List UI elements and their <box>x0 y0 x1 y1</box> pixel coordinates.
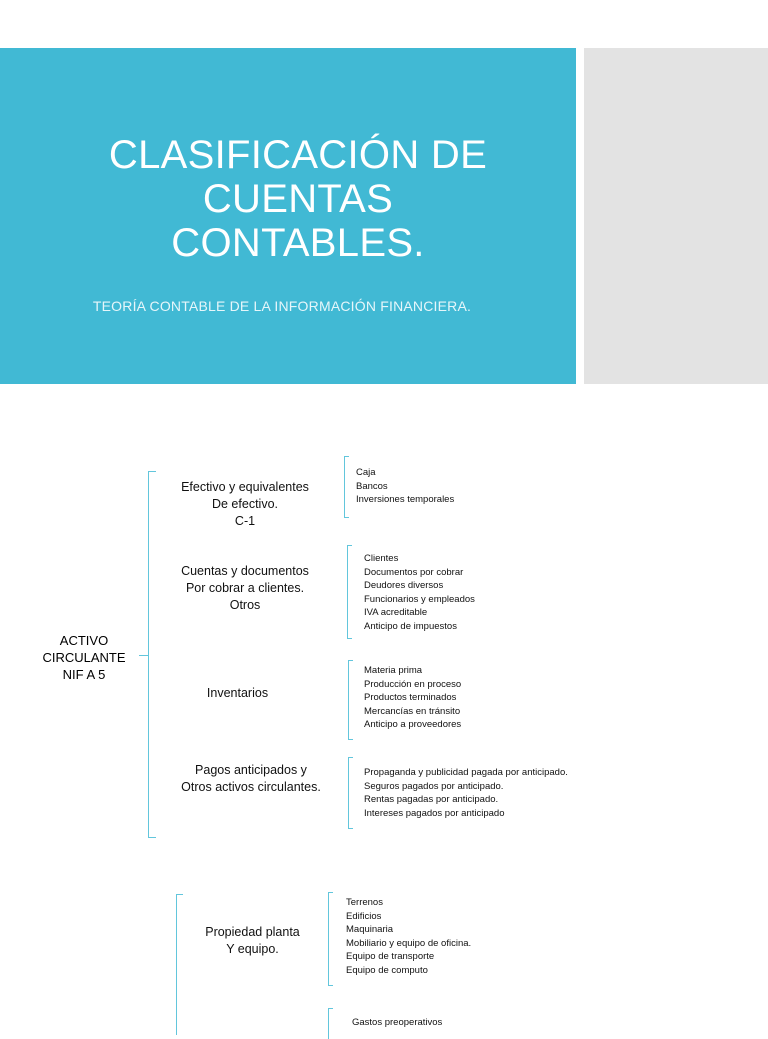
category-label-line: Propiedad planta <box>205 925 300 939</box>
list-item: Terrenos <box>346 897 383 908</box>
root-connector <box>139 655 148 656</box>
list-item: Deudores diversos <box>364 580 444 591</box>
slide-title <box>20 133 576 265</box>
category-label <box>160 479 330 530</box>
category-label-line: Otros <box>229 598 261 612</box>
slide-title-line: CLASIFICACIÓN DE <box>108 133 488 177</box>
list-item: Propaganda y publicidad pagada por anticipado. <box>364 767 568 778</box>
root-bracket <box>176 894 183 1035</box>
list-item: Funcionarios y empleados <box>364 593 475 605</box>
category-label-line: Por cobrar a clientes. <box>185 581 305 595</box>
root-label-line: CIRCULANTE <box>42 650 126 665</box>
list-item: Intereses pagados por anticipado <box>364 807 505 819</box>
category-label <box>160 685 315 702</box>
category-label <box>160 762 342 796</box>
item-list <box>346 896 471 977</box>
item-list <box>364 766 568 820</box>
list-item: Materia prima <box>364 665 423 676</box>
category-label-line: Pagos anticipados y <box>195 763 307 777</box>
root-label-line: NIF A 5 <box>62 667 106 682</box>
list-item: Documentos por cobrar <box>364 566 464 578</box>
list-item: Equipo de transporte <box>346 951 435 962</box>
item-list <box>364 664 461 732</box>
list-item: Bancos <box>356 480 388 492</box>
category-label-line: C-1 <box>234 514 256 528</box>
list-item: Mobiliario y equipo de oficina. <box>346 937 472 949</box>
item-list <box>356 466 454 507</box>
group-bracket <box>348 757 353 829</box>
slide-subtitle: TEORÍA CONTABLE DE LA INFORMACIÓN FINANCIERA. <box>92 298 472 314</box>
root-label-line: ACTIVO <box>59 633 109 648</box>
group-bracket <box>328 892 333 986</box>
side-panel <box>584 48 768 384</box>
list-item: Caja <box>356 467 376 478</box>
category-label-line: Otros activos circulantes. <box>181 780 321 794</box>
list-item: Anticipo a proveedores <box>364 719 462 730</box>
list-item: Anticipo de impuestos <box>364 620 457 632</box>
root-label <box>29 632 139 683</box>
item-list <box>352 1016 442 1030</box>
list-item: IVA acreditable <box>364 607 428 618</box>
list-item: Edificios <box>346 910 382 922</box>
group-bracket <box>348 660 353 740</box>
list-item: Seguros pagados por anticipado. <box>364 780 504 792</box>
item-list <box>364 552 475 633</box>
category-label-line: Cuentas y documentos <box>181 564 309 578</box>
list-item: Inversiones temporales <box>356 494 455 505</box>
slide-title-line: CUENTAS <box>202 177 394 221</box>
list-item: Rentas pagadas por anticipado. <box>364 794 499 805</box>
slide-title-line: CONTABLES. <box>171 221 425 265</box>
root-bracket <box>148 471 156 838</box>
category-label-line: De efectivo. <box>211 497 278 511</box>
list-item: Equipo de computo <box>346 964 428 976</box>
group-bracket <box>344 456 349 518</box>
category-label-line: Efectivo y equivalentes <box>181 480 309 494</box>
list-item: Mercancías en tránsito <box>364 705 461 717</box>
category-label-line: Inventarios <box>206 686 269 700</box>
category-label-line: Y equipo. <box>226 942 279 956</box>
group-bracket <box>347 545 352 639</box>
list-item: Maquinaria <box>346 924 393 935</box>
category-label <box>185 924 320 958</box>
list-item: Clientes <box>364 553 399 564</box>
list-item: Producción en proceso <box>364 678 462 690</box>
list-item: Gastos preoperativos <box>352 1017 443 1028</box>
category-label <box>160 563 330 614</box>
list-item: Productos terminados <box>364 692 457 703</box>
